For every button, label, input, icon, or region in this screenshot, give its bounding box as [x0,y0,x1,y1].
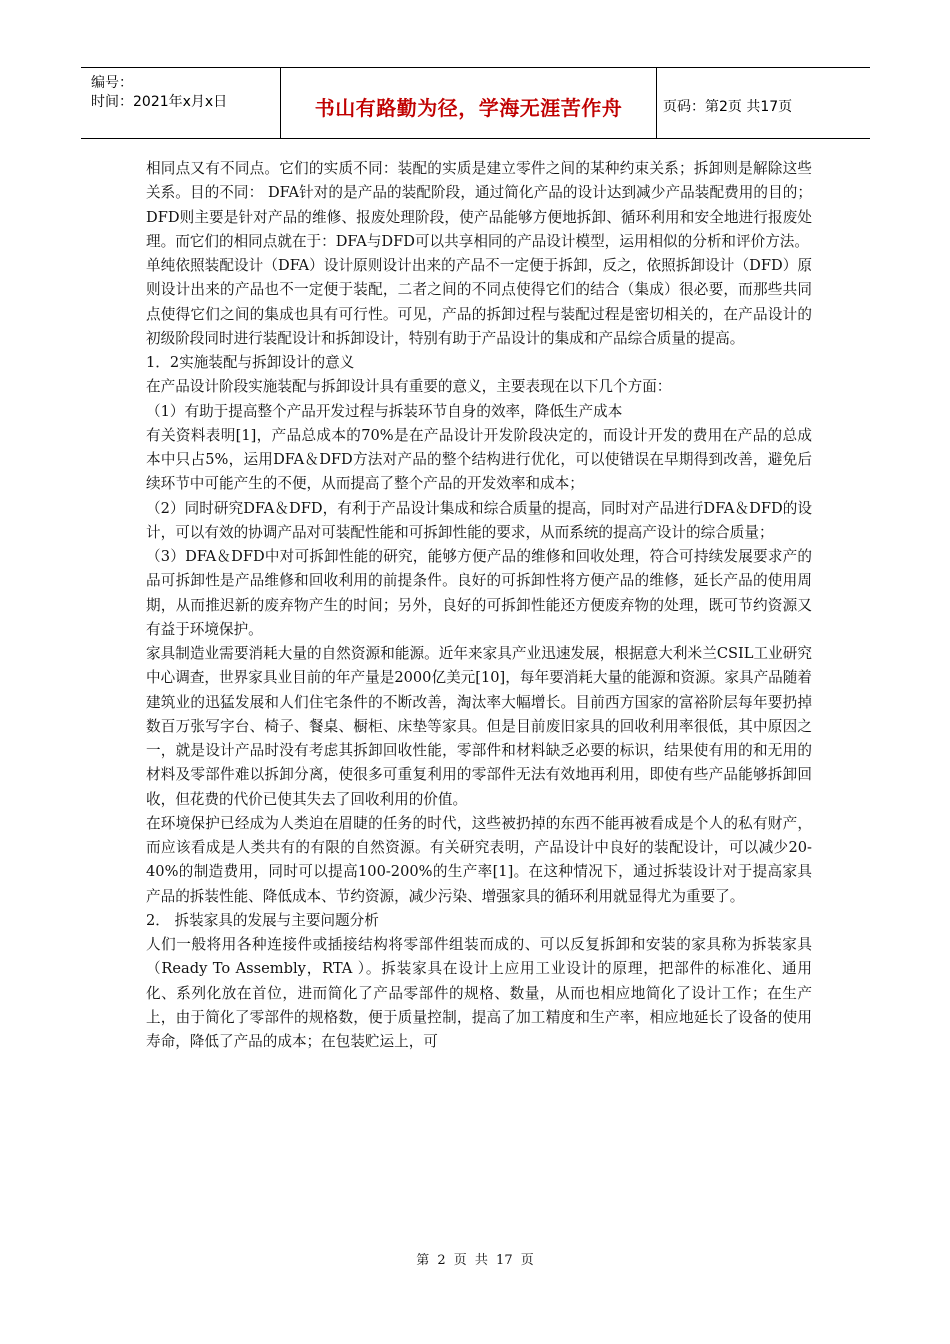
header-meta-cell [81,68,281,138]
list-item-paragraph: （3）DFA＆DFD中对可拆卸性能的研究，能够方便产品的维修和回收处理，符合可持续发展要求产的品可拆卸性是产品维修和回收利用的前提条件。良好的可拆卸性将方便产品的维修，延长产品的使用周期，从而推迟新的废弃物产生的时间；另外，良好的可拆卸性能还方便废弃物的处理，既可节约资源又有益于环境保护。 [146,548,812,638]
body-paragraph: 相同点又有不同点。它们的实质不同：装配的实质是建立零件之间的某种约束关系；拆卸则是解除这些关系。目的不同： DFA针对的是产品的装配阶段，通过简化产品的设计达到减少产品装配费用的目的；DFD则主要是针对产品的维修、报废处理阶段，使产品能够方便地拆卸、循环利用和安全地进行报废处理。而它们的相同点就在于：DFA与DFD可以共享相同的产品设计模型，运用相似的分析和评价方法。 [146,160,812,250]
body-paragraph: 家具制造业需要消耗大量的自然资源和能源。近年来家具产业迅速发展，根据意大利米兰CSIL工业研究中心调查，世界家具业目前的年产量是2000亿美元[10]，每年要消耗大量的能源和资源。家具产品随着建筑业的迅猛发展和人们住宅条件的不断改善，淘汰率大幅增长。目前西方国家的富裕阶层每年要扔掉数百万张写字台、椅子、餐桌、橱柜、床垫等家具。但是目前废旧家具的回收利用率很低，其中原因之一，就是设计产品时没有考虑其拆卸回收性能，零部件和材料缺乏必要的标识，结果使有用的和无用的材料及零部件难以拆卸分离，使很多可重复利用的零部件无法有效地再利用，即使有些产品能够拆卸回收，但花费的代价已使其失去了回收利用的价值。 [146,645,812,808]
list-item-heading: （1）有助于提高整个产品开发过程与拆装环节自身的效率，降低生产成本 [146,402,623,420]
page-footer: 第 2 页 共 17 页 [416,1253,534,1268]
document-number-label: 编号： [91,75,133,91]
document-body [146,157,812,1054]
header-page-number: 页码：第2页 共17页 [663,99,793,115]
body-paragraph: 有关资料表明[1]，产品总成本的70%是在产品设计开发阶段决定的，而设计开发的费用在产品的总成本中只占5%，运用DFA＆DFD方法对产品的整个结构进行优化，可以使错误在早期得到改善，避免后续环节中可能产生的不便，从而提高了整个产品的开发效率和成本； [146,426,812,493]
header-page-cell [657,68,870,138]
body-paragraph: 人们一般将用各种连接件或插接结构将零部件组装而成的、可以反复拆卸和安装的家具称为拆装家具（Ready To Assembly，RTA ）。拆装家具在设计上应用工业设计的原理，把部件的标准化、通用化、系列化放在首位，进而简化了产品零部件的规格、数量，从而也相应地简化了设计工作；在生产上，由于简化了零部件的规格数，便于质量控制，提高了加工精度和生产率，相应地延长了设备的使用寿命，降低了产品的成本；在包装贮运上，可 [146,936,812,1050]
section-heading: 2． 拆装家具的发展与主要问题分析 [146,911,379,929]
body-paragraph: 在环境保护已经成为人类迫在眉睫的任务的时代，这些被扔掉的东西不能再被看成是个人的私有财产，而应该看成是人类共有的有限的自然资源。有关研究表明，产品设计中良好的装配设计，可以减少20-40%的制造费用，同时可以提高100-200%的生产率[1]。在这种情况下，通过拆装设计对于提高家具产品的拆装性能、降低成本、节约资源，减少污染、增强家具的循环利用就显得尤为重要了。 [146,814,812,905]
header-motto-cell [281,68,657,138]
body-paragraph: 在产品设计阶段实施装配与拆卸设计具有重要的意义，主要表现在以下几个方面： [146,378,672,396]
body-paragraph: 单纯依照装配设计（DFA）设计原则设计出来的产品不一定便于拆卸，反之，依照拆卸设计（DFD）原则设计出来的产品也不一定便于装配，二者之间的不同点使得它们的结合（集成）很必要，而那些共同点使得它们之间的集成也具有可行性。可见，产品的拆卸过程与装配过程是密切相关的，在产品设计的初级阶段同时进行装配设计和拆卸设计，特别有助于产品设计的集成和产品综合质量的提高。 [146,257,812,347]
header-motto: 书山有路勤为径，学海无涯苦作舟 [314,95,623,120]
document-date-label: 时间：2021年x月x日 [91,94,228,110]
page-header [81,67,870,139]
list-item-paragraph: （2）同时研究DFA＆DFD，有利于产品设计集成和综合质量的提高，同时对产品进行DFA＆DFD的设计，可以有效的协调产品对可装配性能和可拆卸性能的要求，从而系统的提高产设计的综合质量； [146,499,812,541]
section-heading: 1．2实施装配与拆卸设计的意义 [146,354,355,371]
